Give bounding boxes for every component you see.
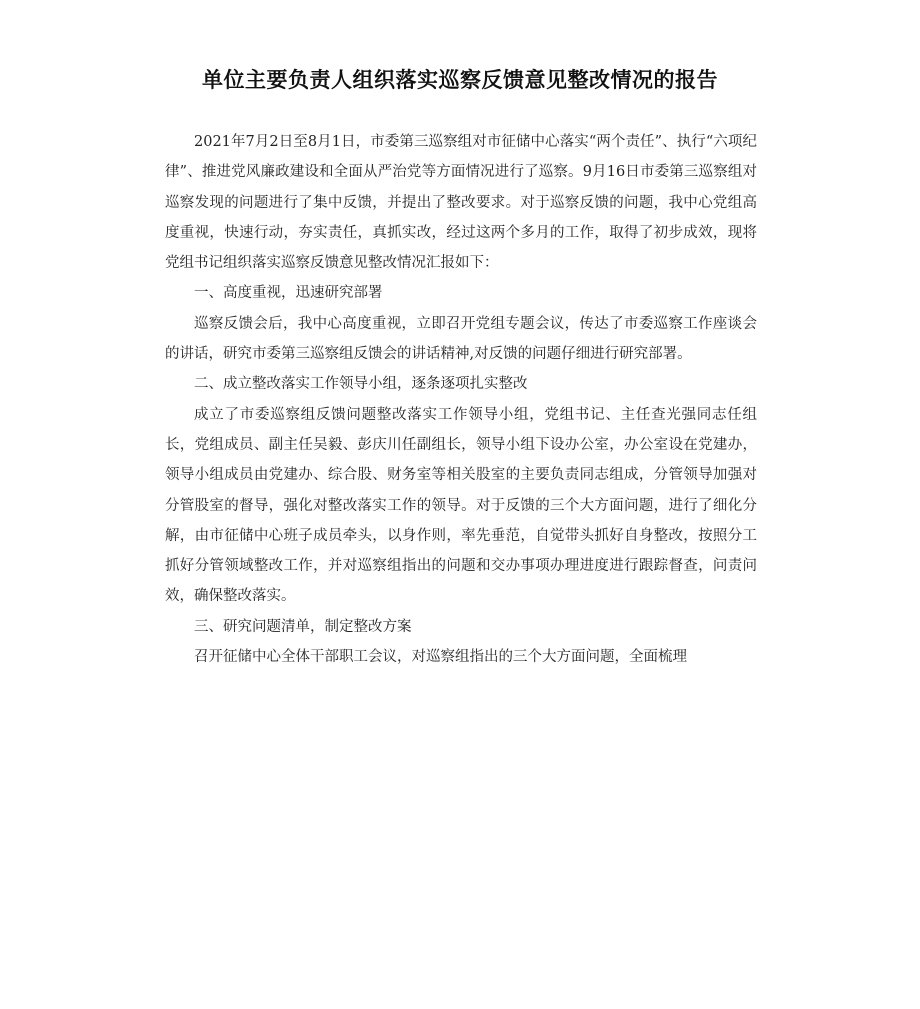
section-heading-2: 二、成立整改落实工作领导小组，逐条逐项扎实整改 <box>194 376 528 393</box>
document-title: 单位主要负责人组织落实巡察反馈意见整改情况的报告 <box>202 68 718 92</box>
intro-paragraph: 2021年7月2日至8月1日，市委第三巡察组对市征储中心落实“两个责任”、执行“六项纪律”、推进党风廉政建设和全面从严治党等方面情况进行了巡察。9月16日市委第三巡察组对巡察发现的问题进行了集中反馈，并提出了整改要求。对于巡察反馈的问题，我中心党组高度重视，快速行动，夯实责任，真抓实改，经过这两个多月的工作，取得了初步成效，现将党组书记组织落实巡察反馈意见整改情况汇报如下： <box>165 134 757 272</box>
section-heading-1: 一、高度重视，迅速研究部署 <box>194 285 383 302</box>
section-2-paragraph: 成立了市委巡察组反馈问题整改落实工作领导小组，党组书记、主任查光强同志任组长，党组成员、副主任吴毅、彭庆川任副组长，领导小组下设办公室，办公室设在党建办，领导小组成员由党建办、综合股、财务室等相关股室的主要负责同志组成，分管领导加强对分管股室的督导，强化对整改落实工作的领导。对于反馈的三个大方面问题，进行了细化分解，由市征储中心班子成员牵头，以身作则，率先垂范，自觉带头抓好自身整改，按照分工抓好分管领域整改工作，并对巡察组指出的问题和交办事项办理进度进行跟踪督查，问责问效，确保整改落实。 <box>165 406 757 605</box>
section-heading-3: 三、研究问题清单，制定整改方案 <box>194 618 412 635</box>
section-3-paragraph: 召开征储中心全体干部职工会议，对巡察组指出的三个大方面问题，全面梳理 <box>194 649 687 666</box>
section-1-paragraph: 巡察反馈会后，我中心高度重视，立即召开党组专题会议，传达了市委巡察工作座谈会的讲话，研究市委第三巡察组反馈会的讲话精神,对反馈的问题仔细进行研究部署。 <box>165 315 757 363</box>
document-body <box>165 127 757 672</box>
